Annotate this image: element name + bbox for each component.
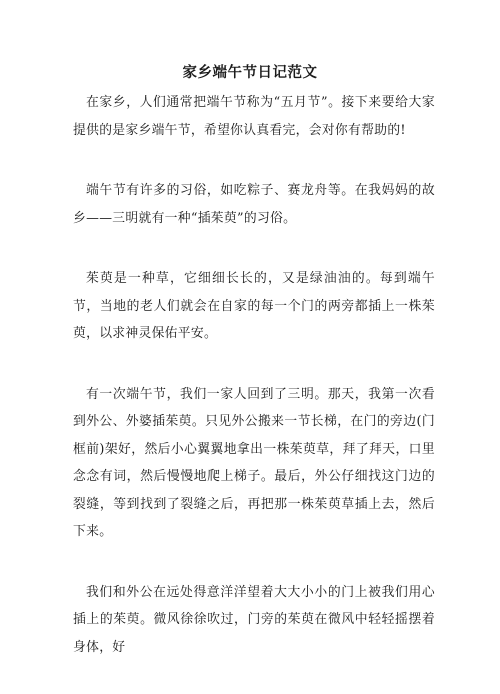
- paragraph: 有一次端午节，我们一家人回到了三明。那天，我第一次看到外公、外婆插茱萸。只见外公搬来一节长梯，在门的旁边(门框前)架好，然后小心翼翼地拿出一株茱萸草，拜了拜天，口里念念有词，然后慢慢地爬上梯子。最后，外公仔细找这门边的裂缝，等到找到了裂缝之后，再把那一株茱萸草插上去，然后下来。: [73, 386, 435, 539]
- document-title: 家乡端午节日记范文: [182, 64, 318, 81]
- document-body: [73, 89, 435, 694]
- paragraph: 我们和外公在远处得意洋洋望着大大小小的门上被我们用心插上的茱萸。微风徐徐吹过，门旁的茱萸在微风中轻轻摇摆着身体，好: [73, 584, 435, 655]
- paragraph: 端午节有许多的习俗，如吃粽子、赛龙舟等。在我妈妈的故乡——三明就有一种“插茱萸”的习俗。: [73, 183, 435, 226]
- paragraph: 在家乡，人们通常把端午节称为“五月节”。接下来要给大家提供的是家乡端午节，希望你认真看完，会对你有帮助的!: [73, 95, 435, 138]
- paragraph: 茱萸是一种草，它细细长长的，又是绿油油的。每到端午节，当地的老人们就会在自家的每一个门的两旁都插上一株茱萸，以求神灵保佑平安。: [73, 271, 435, 341]
